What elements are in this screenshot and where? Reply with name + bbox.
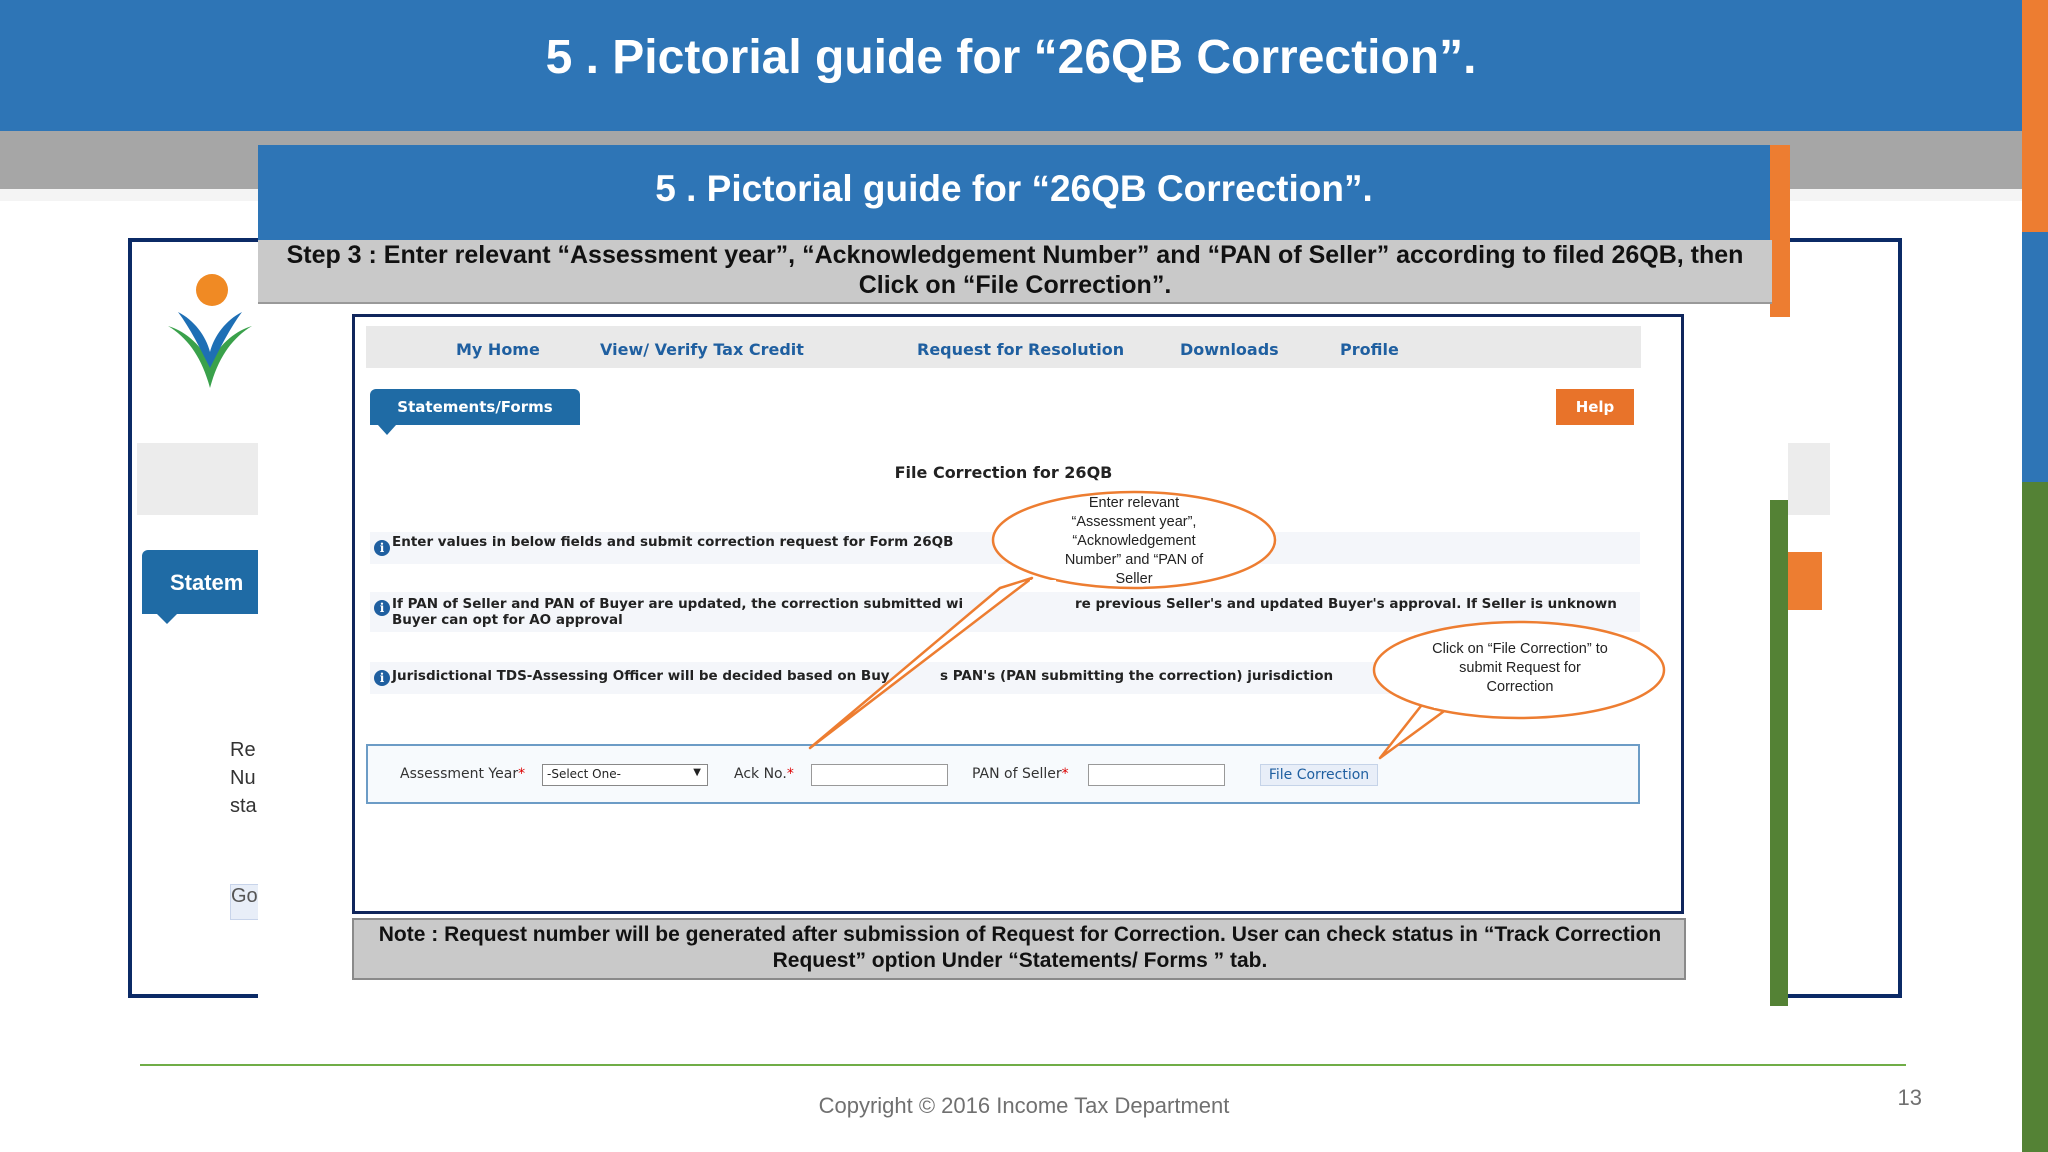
file-correction-button[interactable]: File Correction [1260, 764, 1378, 786]
info-icon: i [374, 600, 390, 616]
tab-statements-forms[interactable]: Statements/Forms [370, 389, 580, 425]
nav-my-home[interactable]: My Home [456, 340, 540, 359]
info-text: Jurisdictional TDS-Assessing Officer will be decided based on Buy [392, 668, 890, 684]
info-text: s PAN's (PAN submitting the correction) jurisdiction [940, 668, 1334, 684]
chevron-down-icon: ▼ [693, 767, 701, 778]
info-text: Buyer can opt for AO approval [392, 612, 623, 628]
nav-view-verify-tax-credit[interactable]: View/ Verify Tax Credit [600, 340, 804, 359]
panel-title: 5 . Pictorial guide for “26QB Correction”. [655, 168, 1373, 209]
info-text: re previous Seller's and updated Buyer's approval. If Seller is unknown [1075, 596, 1617, 612]
step-instruction: Step 3 : Enter relevant “Assessment year”, “Acknowledgement Number” and “PAN of Seller” according to filed 26QB, then Click on “File Correction”. [286, 241, 1744, 299]
callout-fields-text: Enter relevant “Assessment year”, “Acknowledgement Number” and “PAN of Seller [1064, 495, 1204, 587]
background-go-button: Go [230, 884, 260, 920]
info-icon: i [374, 540, 390, 556]
copyright-text: Copyright © 2016 Income Tax Department [818, 1093, 1230, 1118]
page-number: 13 [1897, 1085, 1922, 1110]
background-statements-tab: Statem [142, 550, 260, 614]
nav-downloads[interactable]: Downloads [1180, 340, 1279, 359]
ack-no-label: Ack No.* [734, 766, 794, 782]
callout-file-correction-text: Click on “File Correction” to submit Request for Correction [1432, 641, 1608, 695]
background-side-line: Re [230, 739, 256, 761]
background-side-line: Nu [230, 767, 256, 789]
info-text: Enter values in below fields and submit correction request for Form 26QB [392, 534, 954, 550]
note-text: Note : Request number will be generated after submission of Request for Correction. User can check status in “Track Correction Request” option Under “Statements/ Forms ” tab. [378, 923, 1662, 972]
info-text: If PAN of Seller and PAN of Buyer are updated, the correction submitted wi [392, 596, 964, 612]
nav-profile[interactable]: Profile [1340, 340, 1399, 359]
footer-divider [140, 1064, 1906, 1066]
background-side-line: sta [230, 795, 257, 817]
page-heading: File Correction for 26QB [894, 463, 1113, 482]
info-icon: i [374, 670, 390, 686]
assessment-year-value: -Select One- [547, 767, 621, 781]
assessment-year-label: Assessment Year* [400, 766, 526, 782]
help-button[interactable]: Help [1556, 389, 1634, 425]
pan-seller-label: PAN of Seller* [972, 766, 1069, 782]
callout-fields-pointer [810, 578, 1032, 748]
nav-request-for-resolution[interactable]: Request for Resolution [917, 340, 1125, 359]
slide-title: 5 . Pictorial guide for “26QB Correction”. [545, 31, 1477, 84]
